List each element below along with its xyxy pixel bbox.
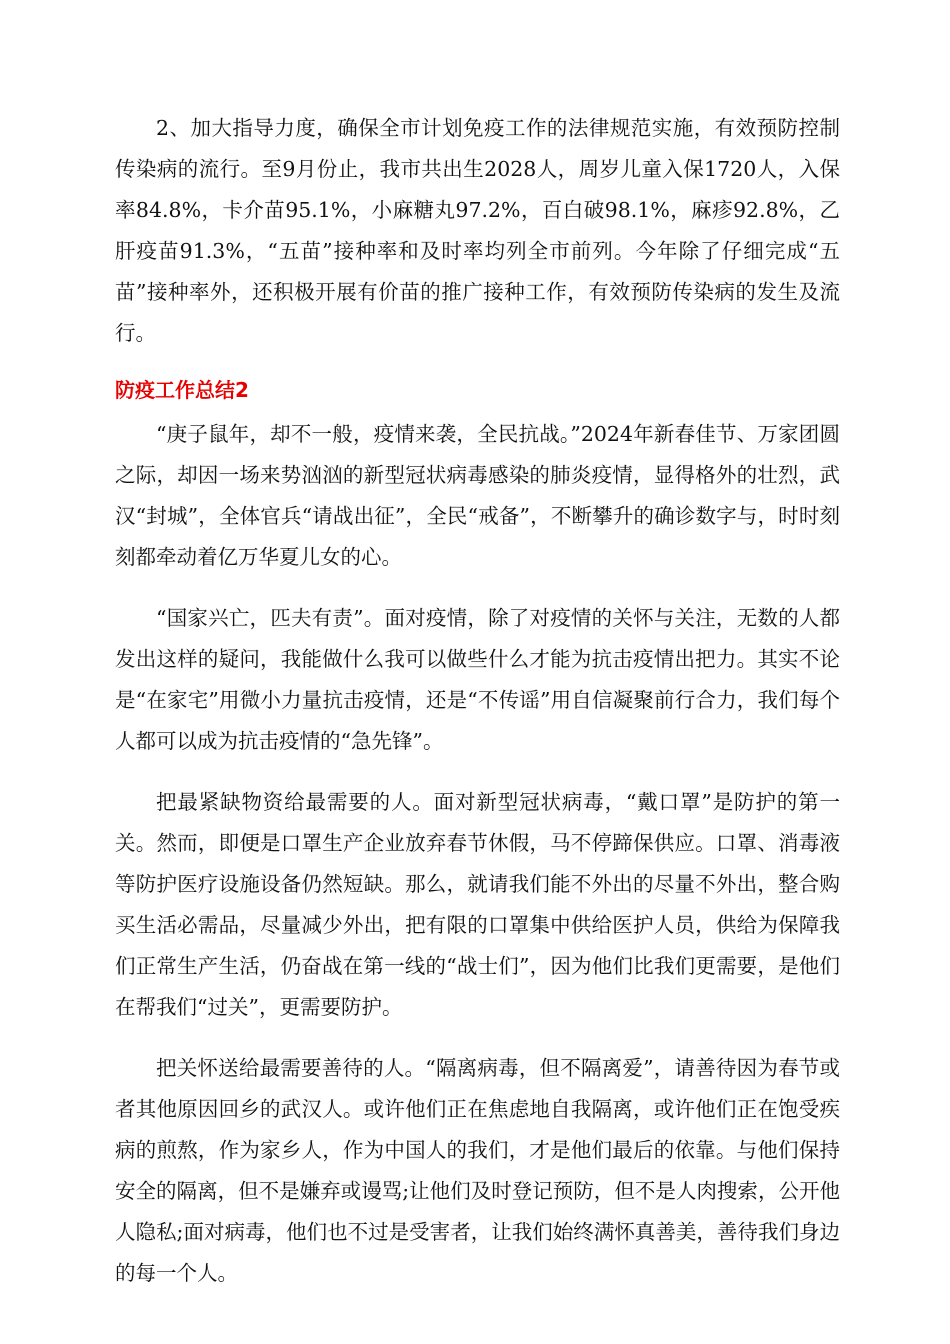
- paragraph-immunization: 2、加大指导力度，确保全市计划免疫工作的法律规范实施，有效预防控制传染病的流行。至9月份止，我市共出生2028人，周岁儿童入保1720人，入保率84.8%，卡介苗95.1%，小麻糖丸97.2%，百白破98.1%，麻疹92.8%，乙肝疫苗91.3%，“五苗”接种率和及时率均列全市前列。今年除了仔细完成“五苗”接种率外，还积极开展有价苗的推广接种工作，有效预防传染病的发生及流行。: [115, 116, 840, 345]
- paragraph-care: 把关怀送给最需要善待的人。“隔离病毒，但不隔离爱”，请善待因为春节或者其他原因回乡的武汉人。或许他们正在焦虑地自我隔离，或许他们正在饱受疾病的煎熬，作为家乡人，作为中国人的我们，才是他们最后的依靠。与他们保持安全的隔离，但不是嫌弃或谩骂;让他们及时登记预防，但不是人肉搜索，公开他人隐私;面对病毒，他们也不过是受害者，让我们始终满怀真善美，善待我们身边的每一个人。: [115, 1056, 840, 1285]
- section-heading: 防疫工作总结2: [115, 378, 249, 402]
- document-content: [115, 108, 840, 1294]
- paragraph-responsibility: “国家兴亡，匹夫有责”。面对疫情，除了对疫情的关怀与关注，无数的人都发出这样的疑问，我能做什么我可以做些什么才能为抗击疫情出把力。其实不论是“在家宅”用微小力量抗击疫情，还是“不传谣”用自信凝聚前行合力，我们每个人都可以成为抗击疫情的“急先锋”。: [115, 606, 840, 753]
- paragraph-intro: “庚子鼠年，却不一般，疫情来袭，全民抗战。”2024年新春佳节、万家团圆之际，却因一场来势汹汹的新型冠状病毒感染的肺炎疫情，显得格外的壮烈，武汉“封城”，全体官兵“请战出征”，全民“戒备”，不断攀升的确诊数字与，时时刻刻都牵动着亿万华夏儿女的心。: [115, 422, 840, 569]
- paragraph-supplies: 把最紧缺物资给最需要的人。面对新型冠状病毒，“戴口罩”是防护的第一关。然而，即便是口罩生产企业放弃春节休假，马不停蹄保供应。口罩、消毒液等防护医疗设施设备仍然短缺。那么，就请我们能不外出的尽量不外出，整合购买生活必需品，尽量减少外出，把有限的口罩集中供给医护人员，供给为保障我们正常生产生活，仍奋战在第一线的“战士们”，因为他们比我们更需要，是他们在帮我们“过关”，更需要防护。: [115, 790, 840, 1019]
